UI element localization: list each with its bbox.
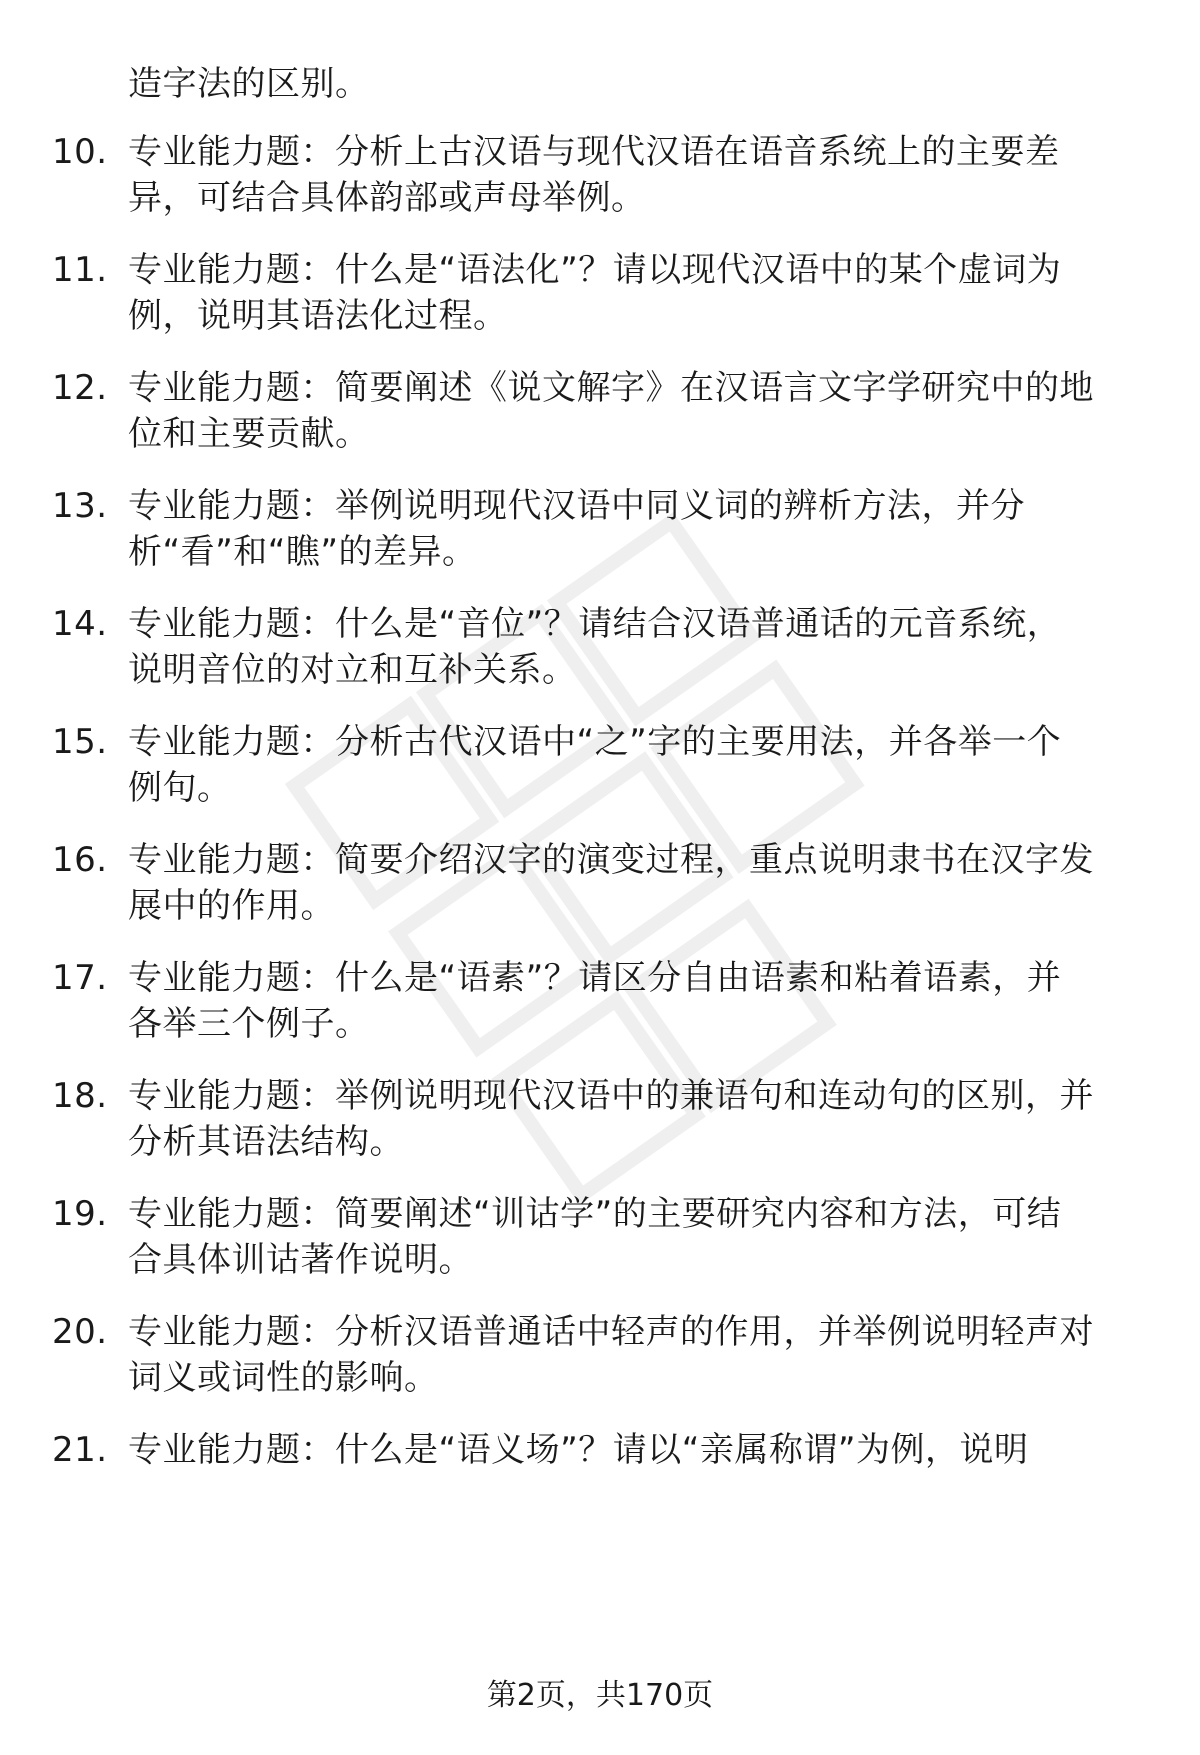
item-text: 专业能力题：什么是“语法化”？请以现代汉语中的某个虚词为 — [128, 250, 1062, 290]
item-number: 18. — [52, 1076, 108, 1116]
item-text: 各举三个例子。 — [128, 1004, 370, 1044]
item-number: 17. — [52, 958, 108, 998]
item-number: 21. — [52, 1430, 108, 1470]
text-line — [0, 954, 1200, 1002]
item-number: 12. — [52, 368, 108, 408]
text-line — [0, 600, 1200, 648]
item-text: 展中的作用。 — [128, 886, 335, 926]
item-text: 例，说明其语法化过程。 — [128, 296, 508, 336]
text-line — [0, 292, 1200, 340]
text-line — [0, 646, 1200, 694]
item-number: 10. — [52, 132, 108, 172]
item-text: 专业能力题：分析汉语普通话中轻声的作用，并举例说明轻声对 — [128, 1312, 1094, 1352]
item-number: 11. — [52, 250, 108, 290]
text-line — [0, 1000, 1200, 1048]
item-number: 15. — [52, 722, 108, 762]
text-line — [0, 764, 1200, 812]
item-text: 例句。 — [128, 768, 232, 808]
item-text: 专业能力题：什么是“音位”？请结合汉语普通话的元音系统， — [128, 604, 1062, 644]
page-footer: 第2页，共170页 — [486, 1678, 714, 1713]
text-line — [0, 482, 1200, 530]
text-line — [0, 1236, 1200, 1284]
text-line — [0, 1190, 1200, 1238]
item-text: 专业能力题：什么是“语素”？请区分自由语素和粘着语素，并 — [128, 958, 1062, 998]
item-number: 14. — [52, 604, 108, 644]
item-number: 16. — [52, 840, 108, 880]
text-line — [0, 128, 1200, 176]
text-line — [0, 1426, 1200, 1474]
item-text: 异，可结合具体韵部或声母举例。 — [128, 178, 646, 218]
item-text: 位和主要贡献。 — [128, 414, 370, 454]
item-text: 词义或词性的影响。 — [128, 1358, 439, 1398]
item-text: 专业能力题：简要阐述“训诂学”的主要研究内容和方法，可结 — [128, 1194, 1062, 1234]
text-line — [0, 1072, 1200, 1120]
text-line — [0, 174, 1200, 222]
text-line — [0, 1354, 1200, 1402]
item-text: 造字法的区别。 — [128, 64, 370, 104]
item-text: 说明音位的对立和互补关系。 — [128, 650, 577, 690]
item-number: 20. — [52, 1312, 108, 1352]
item-text: 专业能力题：简要阐述《说文解字》在汉语言文字学研究中的地 — [128, 368, 1094, 408]
item-text: 专业能力题：举例说明现代汉语中同义词的辨析方法，并分 — [128, 486, 1025, 526]
text-line — [0, 246, 1200, 294]
item-text: 分析其语法结构。 — [128, 1122, 404, 1162]
text-line — [0, 364, 1200, 412]
text-line — [0, 410, 1200, 458]
item-text: 专业能力题：简要介绍汉字的演变过程，重点说明隶书在汉字发 — [128, 840, 1094, 880]
text-line — [0, 836, 1200, 884]
text-line — [0, 718, 1200, 766]
item-number: 19. — [52, 1194, 108, 1234]
item-text: 专业能力题：什么是“语义场”？请以“亲属称谓”为例，说明 — [128, 1430, 1029, 1470]
item-text: 专业能力题：举例说明现代汉语中的兼语句和连动句的区别，并 — [128, 1076, 1094, 1116]
item-text: 合具体训诂著作说明。 — [128, 1240, 473, 1280]
text-line — [0, 882, 1200, 930]
text-line — [0, 1308, 1200, 1356]
item-text: 析“看”和“瞧”的差异。 — [128, 532, 477, 572]
item-text: 专业能力题：分析上古汉语与现代汉语在语音系统上的主要差 — [128, 132, 1060, 172]
item-text: 专业能力题：分析古代汉语中“之”字的主要用法，并各举一个 — [128, 722, 1062, 762]
text-line — [0, 60, 1200, 108]
text-line — [0, 1118, 1200, 1166]
item-number: 13. — [52, 486, 108, 526]
text-line — [0, 528, 1200, 576]
